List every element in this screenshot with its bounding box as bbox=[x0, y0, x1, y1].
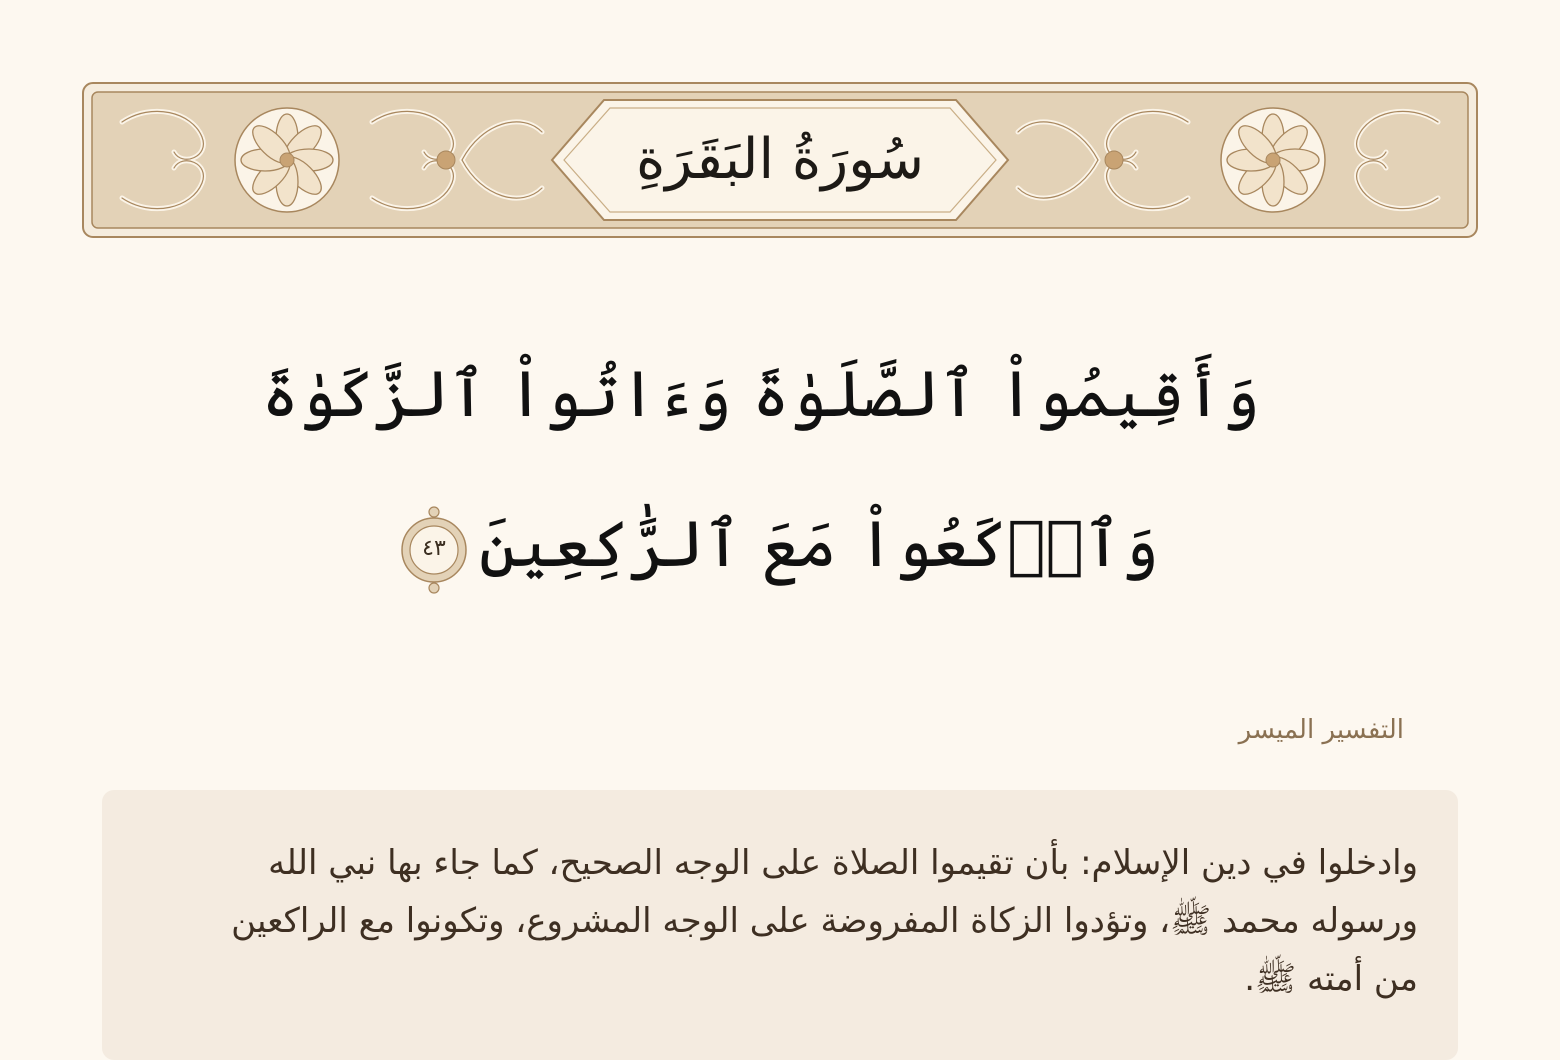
surah-title: سُورَةُ البَقَرَةِ bbox=[635, 127, 925, 192]
ayah-line-2-text: وَٱرۡكَعُواْ مَعَ ٱلرَّٰكِعِينَ bbox=[479, 508, 1159, 582]
ayah-end-marker bbox=[401, 504, 467, 596]
ayah-text-block bbox=[261, 320, 1260, 620]
ayah-line-2 bbox=[300, 470, 1260, 620]
ayah-line-1: وَأَقِيمُواْ ٱلصَّلَوٰةَ وَءَاتُواْ ٱلزَّكَوٰةَ bbox=[261, 358, 1260, 432]
tafsir-box bbox=[102, 790, 1458, 1060]
tafsir-text: وادخلوا في دين الإسلام: بأن تقيموا الصلاة على الوجه الصحيح، كما جاء بها نبي الله ورسوله محمد ﷺ، وتؤدوا الزكاة المفروضة على الوجه المشروع، وتكونوا مع الراكعين من أمته ﷺ. bbox=[231, 843, 1418, 999]
surah-header-banner bbox=[82, 82, 1478, 238]
ayah-number: ٤٣ bbox=[422, 535, 446, 561]
tafsir-label: التفسير الميسر bbox=[1238, 715, 1404, 745]
